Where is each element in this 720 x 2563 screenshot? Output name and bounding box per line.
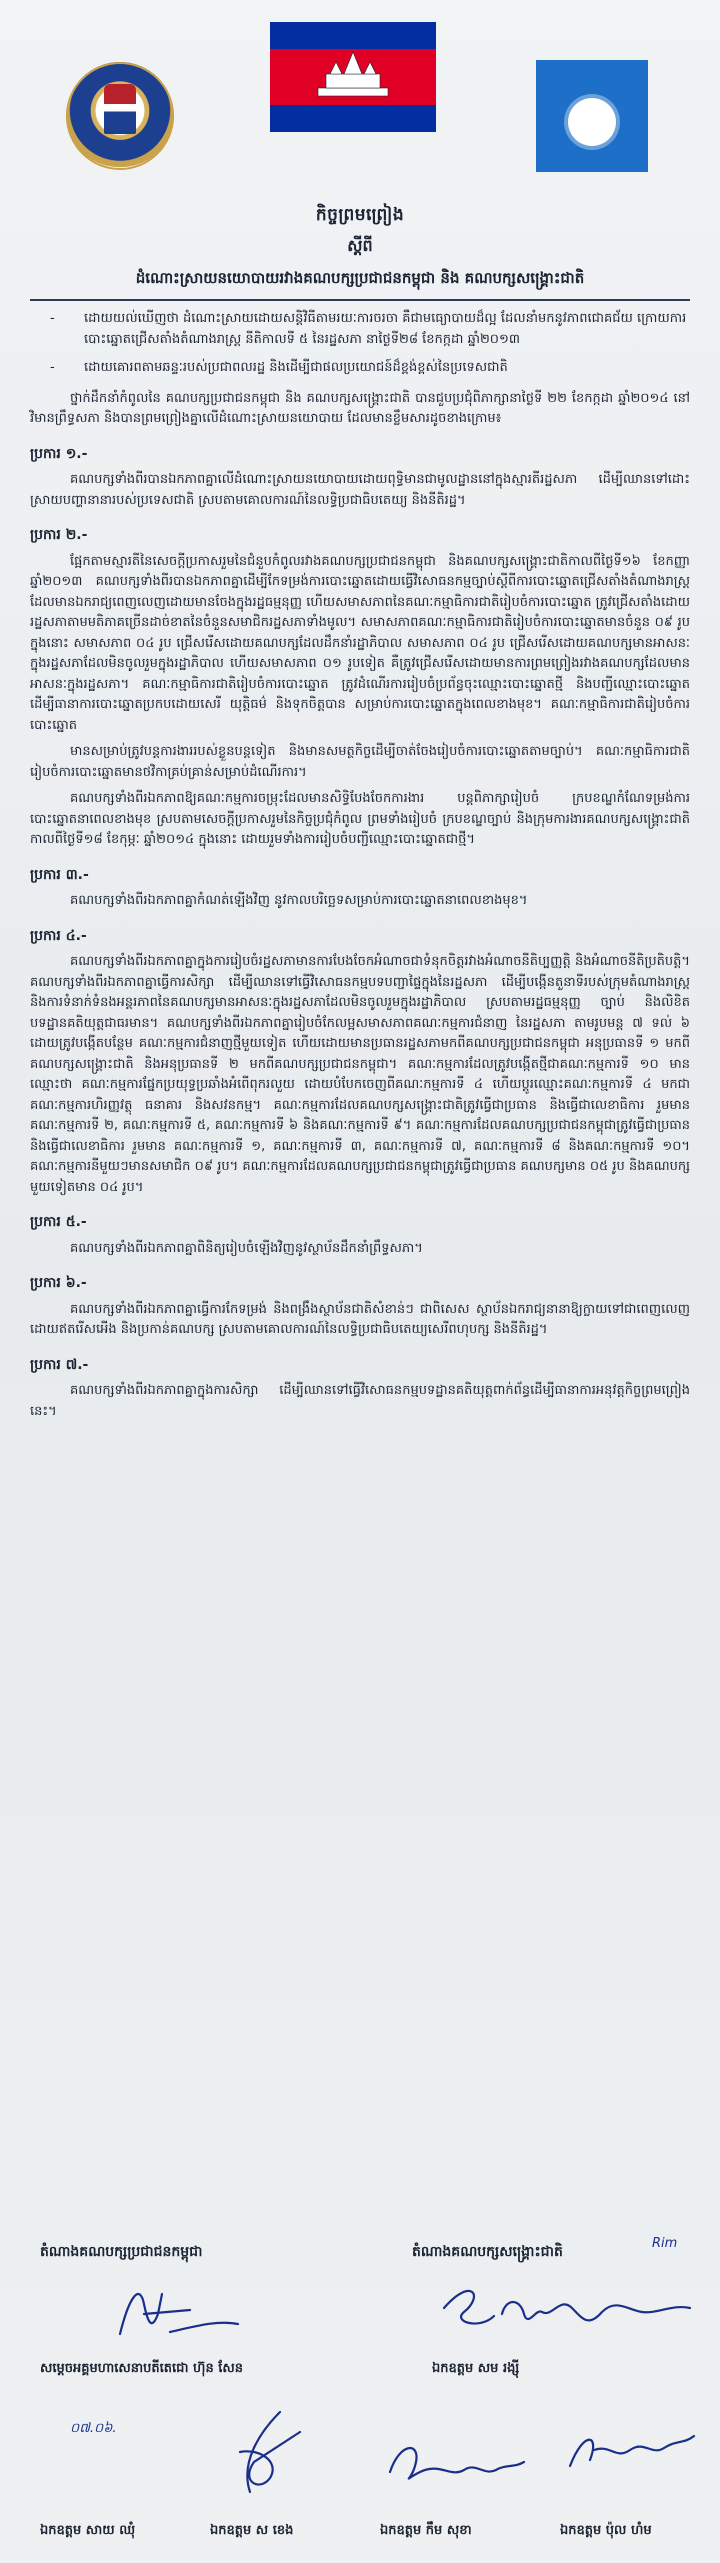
document-about: ស្តីពី [347, 236, 373, 255]
article-4-text: គណបក្សទាំងពីរឯកភាពគ្នាក្នុងការរៀបចំរដ្ឋសភាមានការបែងចែកអំណាចជាទំនុកចិត្តរវាងអំណាចនីតិប្បញ្ញត្តិ និងអំណាចនីតិប្រតិបត្តិ។ គណបក្សទាំងពីរឯកភាពគ្នាធ្វើការសិក្សា ដើម្បីឈានទៅធ្វើវិសោធនកម្មបទបញ្ជាផ្ទៃក្នុងនៃរដ្ឋសភា ដើម្បីបង្កើនតួនាទីរបស់ក្រុមតំណាងរាស្ត្រ និងការទំនាក់ទំនងអន្តរភាពនៃគណបក្សមានអាសនៈក្នុងរដ្ឋសភាដែលមិនចូលរួមក្នុងរដ្ឋាភិបាល ស្របតាមរដ្ឋធម្មនុញ្ញ ច្បាប់ និងលិខិតបទដ្ឋានគតិយុត្តជាធរមាន។ គណបក្សទាំងពីរឯកភាពគ្នារៀបចំកែលម្អសមាសភាពគណៈកម្មការជំនាញ នៃរដ្ឋសភា តាមរូបមន្ត ៧ ទល់ ៦ ដោយត្រូវបង្កើតបន្ថែម គណៈកម្មការជំនាញថ្មីមួយទៀត ហើយដោយមានប្រធានរដ្ឋសភាមកពីគណបក្សប្រជាជនកម្ពុជា អនុប្រធានទី ១ មកពីគណបក្សសង្គ្រោះជាតិ និងអនុប្រធានទី ២ មកពីគណបក្សប្រជាជនកម្ពុជា។ គណៈកម្មការដែលត្រូវបង្កើតថ្មីជាគណៈកម្មការទី ១០ មានឈ្មោះថា គណៈកម្មការផ្នែកប្រយុទ្ធប្រឆាំងអំពើពុករលួយ ដោយបំបែកចេញពីគណៈកម្មការទី ៤ ហើយប្តូរឈ្មោះគណៈកម្មការទី ៤ មកជា គណៈកម្មការហិរញ្ញវត្ថុ ធនាគារ និងសវនកម្ម។ គណៈកម្មការដែលគណបក្សសង្គ្រោះជាតិត្រូវធ្វើជាប្រធាន និងធ្វើជាលេខាធិការ រួមមាន គណៈកម្មការទី ២, គណៈកម្មការទី ៥, គណៈកម្មការទី ៦ និងគណៈកម្មការទី ៩។ គណៈកម្មការដែលគណបក្សប្រជាជនកម្ពុជាត្រូវធ្វើជាប្រធាន និងធ្វើជាលេខាធិការ រួមមាន គណៈកម្មការទី ១, គណៈកម្មការទី ៣, គណៈកម្មការទី ៧, គណៈកម្មការទី ៨ និងគណៈកម្មការទី ១០។ គណៈកម្មការនីមួយៗមានសមាជិក ០៩ រូប។ គណៈកម្មការដែលគណបក្សប្រជាជនកម្ពុជាត្រូវធ្វើជាប្រធាន គណបក្សមាន ០៥ រូប និងគណបក្សមួយទៀតមាន ០៤ រូប។ [30, 954, 690, 1195]
signature-sar-kheng [210, 2402, 320, 2502]
cnrp-rising-sun-icon [536, 60, 648, 172]
right-party-title: តំណាងគណបក្សសង្គ្រោះជាតិ [412, 2244, 563, 2260]
signer-sar-kheng: ឯកឧត្តម ស ខេង [210, 2523, 294, 2538]
article-2-text: ផ្អែកតាមស្មារតីនៃសេចក្តីប្រកាសរួមនៃជំនួបកំពូលរវាងគណបក្សប្រជាជនកម្ពុជា និងគណបក្សសង្គ្រោះជាតិកាលពីថ្ងៃទី១៦ ខែកញ្ញា ឆ្នាំ២០១៣ គណបក្សទាំងពីរបានឯកភាពគ្នាដើម្បីកែទម្រង់ការបោះឆ្នោតដោយធ្វើវិសោធនកម្មច្បាប់ស្តីពីការបោះឆ្នោតជ្រើសតាំងតំណាងរាស្ត្រ ដែលមានឯករាជ្យពេញលេញដោយមានចែងក្នុងរដ្ឋធម្មនុញ្ញ ហើយសមាសភាពនៃគណៈកម្មាធិការជាតិរៀបចំការបោះឆ្នោត ត្រូវជ្រើសតាំងដោយរដ្ឋសភាតាមមតិភាគច្រើនដាច់ខាតនៃចំនួនសមាជិករដ្ឋសភាទាំងមូល។ សមាសភាពគណៈកម្មាធិការជាតិរៀបចំការបោះឆ្នោតមានចំនួន ០៩ រូប ក្នុងនោះ សមាសភាព ០៤ រូប ជ្រើសរើសដោយគណបក្សដែលដឹកនាំរដ្ឋាភិបាល សមាសភាព ០៤ រូប ជ្រើសរើសដោយគណបក្សមានអាសនៈក្នុងរដ្ឋសភាដែលមិនចូលរួមក្នុងរដ្ឋាភិបាល ហើយសមាសភាព ០១ រូបទៀត គឺត្រូវជ្រើសរើសដោយមានការព្រមព្រៀងរវាងគណបក្សដែលមានអាសនៈក្នុងរដ្ឋសភា។ គណៈកម្មាធិការជាតិរៀបចំការបោះឆ្នោត ត្រូវដំណើរការរៀបចំប្រព័ន្ធចុះឈ្មោះបោះឆ្នោតថ្មី និងបញ្ជីឈ្មោះបោះឆ្នោត ដើម្បីធានាការបោះឆ្នោតប្រកបដោយសេរី យុត្តិធម៌ និងទុកចិត្តបាន សម្រាប់ការបោះឆ្នោតក្នុងពេលខាងមុខ។ គណៈកម្មាធិការជាតិរៀបចំការបោះឆ្នោត [30, 553, 690, 733]
article-2-text: គណបក្សទាំងពីរឯកភាពឱ្យគណៈកម្មការចម្រុះដែលមានសិទ្ធិបែងចែកការងារ បន្តពិភាក្សារៀបចំ ក្របខណ្ឌកំណែទម្រង់ការបោះឆ្នោតនាពេលខាងមុខ ស្របតាមសេចក្តីប្រកាសរួមនៃកិច្ចប្រជុំកំពូល ព្រមទាំងរៀបចំ ក្របខណ្ឌច្បាប់ និងក្រុមការងារគណបក្សសង្គ្រោះជាតិ កាលពីថ្ងៃទី១៨ ខែកុម្ភៈ ឆ្នាំ២០១៤ ក្នុងនោះ ដោយរួមទាំងការរៀបចំបញ្ជីឈ្មោះបោះឆ្នោតជាថ្មី។ [30, 791, 690, 847]
article-5-label: ប្រការ ៥.- [30, 1214, 87, 1230]
article-7-text: គណបក្សទាំងពីរឯកភាពគ្នាក្នុងការសិក្សា ដើម្បីឈានទៅធ្វើវិសោធនកម្មបទដ្ឋានគតិយុត្តពាក់ព័ន្ធដើម្បីធានាការអនុវត្តកិច្ចព្រមព្រៀងនេះ។ [30, 1383, 690, 1419]
document-subject: ដំណោះស្រាយនយោបាយរវាងគណបក្សប្រជាជនកម្ពុជា និង គណបក្សសង្គ្រោះជាតិ [135, 269, 585, 287]
cambodia-flag-icon [270, 22, 436, 132]
signature-kem-sokha [380, 2432, 530, 2492]
agreement-body [30, 309, 690, 1422]
header-logos [0, 0, 720, 200]
article-2-text: មានសម្រាប់ត្រូវបន្តការងាររបស់ខ្លួនបន្តទៀត និងមានសមត្ថកិច្ចដើម្បីចាត់ចែងរៀបចំការបោះឆ្នោតតាមច្បាប់។ គណៈកម្មាធិការជាតិរៀបចំការបោះឆ្នោតមានថវិកាគ្រប់គ្រាន់សម្រាប់ដំណើរការ។ [30, 744, 690, 780]
article-1-label: ប្រការ ១.- [30, 445, 88, 462]
preamble-bullet: - ដោយយល់ឃើញថា ដំណោះស្រាយដោយសន្តិវិធីតាមរយៈការចរចា គឺជាមធ្យោបាយដ៏ល្អ ដែលនាំមកនូវភាពជោគជ័យ ក្រោយការបោះឆ្នោតជ្រើសតាំងតំណាងរាស្ត្រ នីតិកាលទី ៥ នៃរដ្ឋសភា នាថ្ងៃទី២៨ ខែកក្កដា ឆ្នាំ២០១៣ [50, 311, 687, 347]
cpp-emblem-icon [66, 62, 174, 170]
article-3-label: ប្រការ ៣.- [30, 866, 89, 883]
signer-pol-ham: ឯកឧត្តម ប៉ុល ហំម [560, 2523, 652, 2538]
signer-say-chhum: ឯកឧត្តម សាយ ឈុំ [40, 2523, 136, 2538]
handwritten-initials: Rim [652, 2236, 678, 2251]
article-2-label: ប្រការ ២.- [30, 527, 88, 543]
signature-sam-rainsy [432, 2268, 702, 2348]
signature-block [0, 2232, 720, 2562]
article-3-text: គណបក្សទាំងពីរឯកភាពគ្នាកំណត់ឡើងវិញ នូវកាលបរិច្ឆេទសម្រាប់ការបោះឆ្នោតនាពេលខាងមុខ។ [70, 893, 528, 908]
article-5-text: គណបក្សទាំងពីរឯកភាពគ្នាពិនិត្យរៀបចំឡើងវិញនូវស្ថាប័នដឹកនាំព្រឹទ្ធសភា។ [70, 1240, 423, 1256]
signer-hun-sen: សម្តេចអគ្គមហាសេនាបតីតេជោ ហ៊ុន សែន [40, 2361, 243, 2376]
preamble-bullet: - ដោយគោរពតាមឆន្ទៈរបស់ប្រជាពលរដ្ឋ និងដើម្បីជាផលប្រយោជន៍ដ៏ខ្ពង់ខ្ពស់នៃប្រទេសជាតិ [50, 360, 508, 375]
title-divider [30, 299, 690, 301]
document-titles [0, 204, 720, 289]
signature-pol-ham [560, 2420, 700, 2480]
signature-hun-sen [100, 2274, 250, 2344]
article-6-text: គណបក្សទាំងពីរឯកភាពគ្នាធ្វើការកែទម្រង់ និងពង្រឹងស្ថាប័នជាតិសំខាន់ៗ ជាពិសេស ស្ថាប័នឯករាជ្យនានាឱ្យក្លាយទៅជាពេញលេញដោយឥតរើសអើង និងប្រកាន់គណបក្ស ស្របតាមគោលការណ៍នៃលទ្ធិប្រជាធិបតេយ្យសេរីពហុបក្ស និងនីតិរដ្ឋ។ [30, 1301, 690, 1337]
left-party-title: តំណាងគណបក្សប្រជាជនកម្ពុជា [40, 2244, 203, 2260]
article-4-label: ប្រការ ៤.- [30, 927, 87, 944]
intro-paragraph: ថ្នាក់ដឹកនាំកំពូលនៃ គណបក្សប្រជាជនកម្ពុជា និង គណបក្សសង្គ្រោះជាតិ បានជួបប្រជុំពិភាក្សានាថ្ងៃទី ២២ ខែកក្កដា ឆ្នាំ២០១៤ នៅវិមានព្រឹទ្ធសភា និងបានព្រមព្រៀងគ្នាលើដំណោះស្រាយនយោបាយ ដែលមានខ្លឹមសារដូចខាងក្រោម៖ [30, 390, 690, 426]
handwritten-date: ០៧.០៦. [70, 2421, 117, 2436]
article-1-text: គណបក្សទាំងពីរបានឯកភាពគ្នាលើដំណោះស្រាយនយោបាយដោយពុទ្ធិមានជាមូលដ្ឋាននៅក្នុងស្មារតីរដ្ឋសភា ដើម្បីឈានទៅដោះស្រាយបញ្ហានានារបស់ប្រទេសជាតិ ស្របតាមគោលការណ៍នៃលទ្ធិប្រជាធិបតេយ្យ និងនីតិរដ្ឋ។ [30, 472, 690, 508]
signer-sam-rainsy: ឯកឧត្តម សម រង្ស៊ី [432, 2361, 520, 2376]
article-6-label: ប្រការ ៦.- [30, 1275, 87, 1291]
article-7-label: ប្រការ ៧.- [30, 1356, 89, 1373]
signer-kem-sokha: ឯកឧត្តម កឹម សុខា [380, 2523, 472, 2538]
document-type: កិច្ចព្រមព្រៀង [315, 205, 405, 225]
